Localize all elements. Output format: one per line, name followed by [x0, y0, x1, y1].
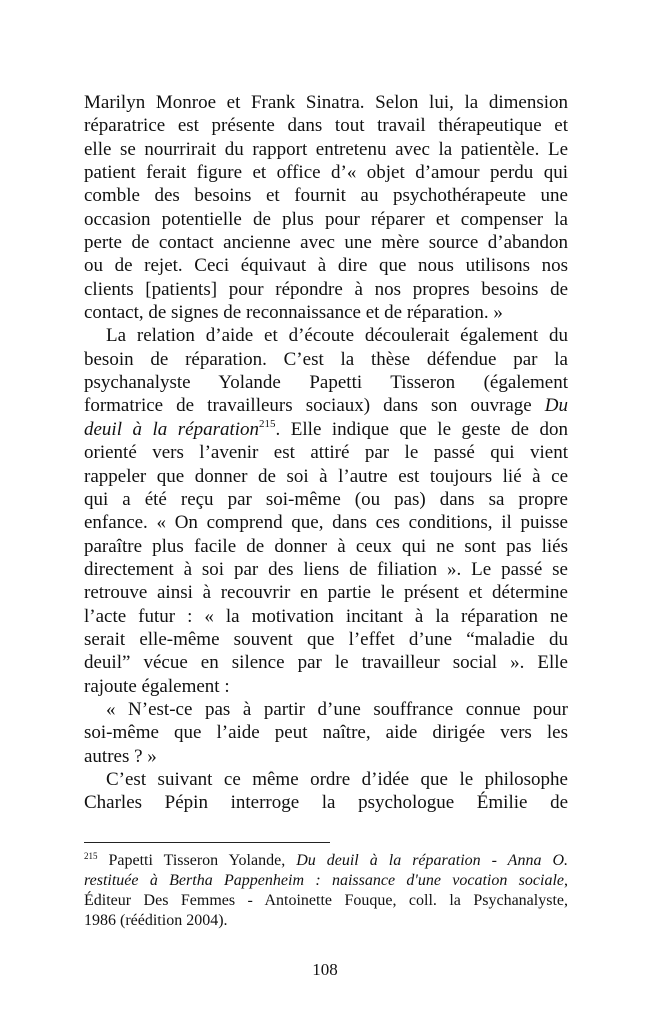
footnote-punct: , [564, 872, 568, 889]
footnote-number: 215 [84, 851, 98, 861]
text-line: besoin de réparation. C’est la thèse défendue par la [84, 348, 568, 370]
quote-line: « N’est-ce pas à partir d’une souffrance connue pour [106, 698, 568, 720]
text-line: Charles Pépin interroge la psychologue Émilie de [84, 792, 568, 814]
book-title-italic: Du [544, 395, 569, 417]
body-text [84, 91, 568, 815]
footnote-separator [84, 842, 330, 843]
text-line: C’est suivant ce même ordre d’idée que le philosophe [106, 768, 568, 790]
text-line: deuil” vécue en silence par le travailleur social ». Elle [84, 652, 568, 674]
text-line: retrouve ainsi à recouvrir en partie le présent et détermine [84, 582, 568, 604]
page-number: 108 [312, 960, 338, 979]
text-line: réparatrice est présente dans tout travail thérapeutique et [84, 115, 568, 137]
text-line: psychanalyste Yolande Papetti Tisseron (également [84, 372, 568, 394]
text-line: serait elle-même souvent que l’effet d’une “maladie du [84, 628, 568, 650]
text-segment: formatrice de travailleurs sociaux) dans son ouvrage [84, 395, 532, 417]
text-line: rappeler que donner de soi à l’autre est toujours lié à ce [84, 465, 568, 487]
footnote-title-italic: Du deuil à la réparation - Anna O. [296, 852, 568, 869]
text-line: qui a été reçu par soi-même (ou pas) dans sa propre [84, 488, 568, 510]
footnote-reference[interactable]: 215 [259, 417, 276, 430]
text-line: orienté vers l’avenir est attiré par le passé qui vient [84, 442, 568, 464]
text-line: directement à soi par des liens de filiation ». Le passé se [84, 558, 568, 580]
text-line: enfance. « On comprend que, dans ces conditions, il puisse [84, 512, 568, 534]
text-line [84, 418, 568, 441]
footnote-line: Éditeur Des Femmes - Antoinette Fouque, coll. la Psychanalyste, [84, 892, 568, 909]
text-line: clients [patients] pour répondre à nos propres besoins de [84, 278, 568, 300]
text-line: Marilyn Monroe et Frank Sinatra. Selon lui, la dimension [84, 92, 568, 113]
text-line: patient ferait figure et office d’« objet d’amour perdu qui [84, 162, 568, 184]
footnote-author: Papetti Tisseron Yolande, [97, 852, 297, 869]
text-line: l’acte futur : « la motivation incitant à la réparation ne [84, 605, 568, 627]
text-line: rajoute également : [84, 675, 230, 697]
footnote-line [84, 851, 568, 871]
quote-line: autres ? » [84, 745, 157, 767]
text-line: perte de contact ancienne avec une mère source d’abandon [84, 232, 568, 254]
footnote [84, 851, 568, 931]
text-line: contact, de signes de reconnaissance et de réparation. » [84, 302, 503, 324]
footnote-line: 1986 (réédition 2004). [84, 912, 228, 929]
quote-line: soi-même que l’aide peut naître, aide dirigée vers les [84, 722, 568, 744]
book-title-italic: deuil à la réparation [84, 418, 260, 440]
text-segment: . Elle indique que le geste de don [275, 418, 568, 440]
footnote-line [84, 871, 568, 891]
text-line: La relation d’aide et d’écoute découlerait également du [106, 325, 568, 347]
text-line: ou de rejet. Ceci équivaut à dire que nous utilisons nos [84, 255, 568, 277]
text-line: paraître plus facile de donner à ceux qui ne sont pas liés [84, 535, 568, 557]
text-line [84, 394, 568, 417]
text-line: comble des besoins et fournit au psychothérapeute une [84, 185, 568, 207]
text-line: occasion potentielle de plus pour réparer et compenser la [84, 208, 568, 230]
text-line: elle se nourrirait du rapport entretenu avec la patientèle. Le [84, 138, 568, 160]
footnote-subtitle-italic: restituée à Bertha Pappenheim : naissance d'une vocation sociale [84, 872, 564, 889]
